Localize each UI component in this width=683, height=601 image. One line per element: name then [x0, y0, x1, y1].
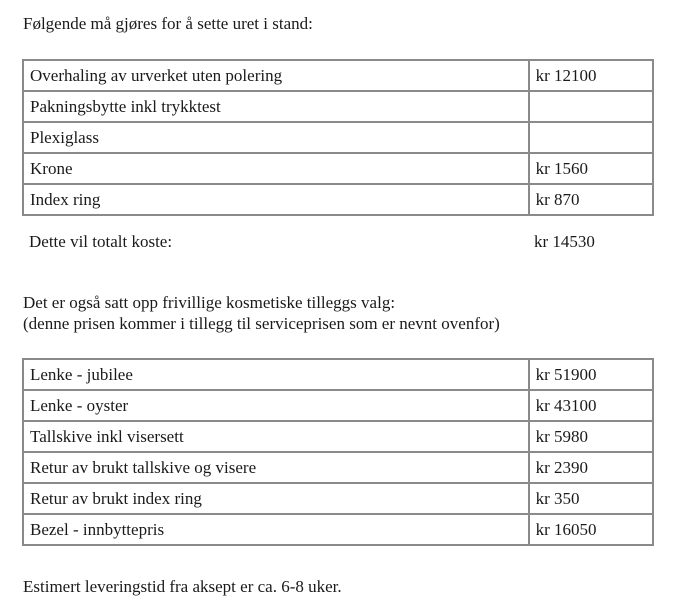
- total-row: [29, 231, 654, 253]
- intro-text: Følgende må gjøres for å sette uret i stand:: [23, 14, 313, 33]
- item-description: Retur av brukt index ring: [23, 483, 529, 514]
- item-price: kr 12100: [529, 60, 653, 91]
- table-row: [23, 421, 653, 452]
- table-row: [23, 514, 653, 545]
- item-description: Bezel - innbyttepris: [23, 514, 529, 545]
- optional-price-table: [22, 358, 654, 546]
- table-row: [23, 91, 653, 122]
- table-row: [23, 390, 653, 421]
- item-price: kr 16050: [529, 514, 653, 545]
- item-description: Pakningsbytte inkl trykktest: [23, 91, 529, 122]
- item-description: Retur av brukt tallskive og visere: [23, 452, 529, 483]
- item-description: Lenke - oyster: [23, 390, 529, 421]
- total-label: Dette vil totalt koste:: [29, 232, 173, 251]
- item-price: kr 350: [529, 483, 653, 514]
- item-price: kr 43100: [529, 390, 653, 421]
- table-row: [23, 122, 653, 153]
- item-price: kr 2390: [529, 452, 653, 483]
- total-price: kr 14530: [534, 232, 595, 251]
- optional-intro: Det er også satt opp frivillige kosmetiske tilleggs valg:: [23, 293, 396, 312]
- table-row: [23, 184, 653, 215]
- item-description: Plexiglass: [23, 122, 529, 153]
- item-description: Index ring: [23, 184, 529, 215]
- item-price: kr 51900: [529, 359, 653, 390]
- table-row: [23, 153, 653, 184]
- optional-note: (denne prisen kommer i tillegg til serviceprisen som er nevnt ovenfor): [23, 314, 500, 333]
- item-price: [529, 122, 653, 153]
- item-price: [529, 91, 653, 122]
- item-description: Lenke - jubilee: [23, 359, 529, 390]
- table-row: [23, 60, 653, 91]
- item-price: kr 5980: [529, 421, 653, 452]
- item-description: Overhaling av urverket uten polering: [23, 60, 529, 91]
- table-row: [23, 452, 653, 483]
- delivery-estimate: Estimert leveringstid fra aksept er ca. 6-8 uker.: [23, 577, 342, 596]
- table-row: [23, 483, 653, 514]
- item-price: kr 870: [529, 184, 653, 215]
- table-row: [23, 359, 653, 390]
- service-price-table: [22, 59, 654, 216]
- item-description: Tallskive inkl visersett: [23, 421, 529, 452]
- item-price: kr 1560: [529, 153, 653, 184]
- item-description: Krone: [23, 153, 529, 184]
